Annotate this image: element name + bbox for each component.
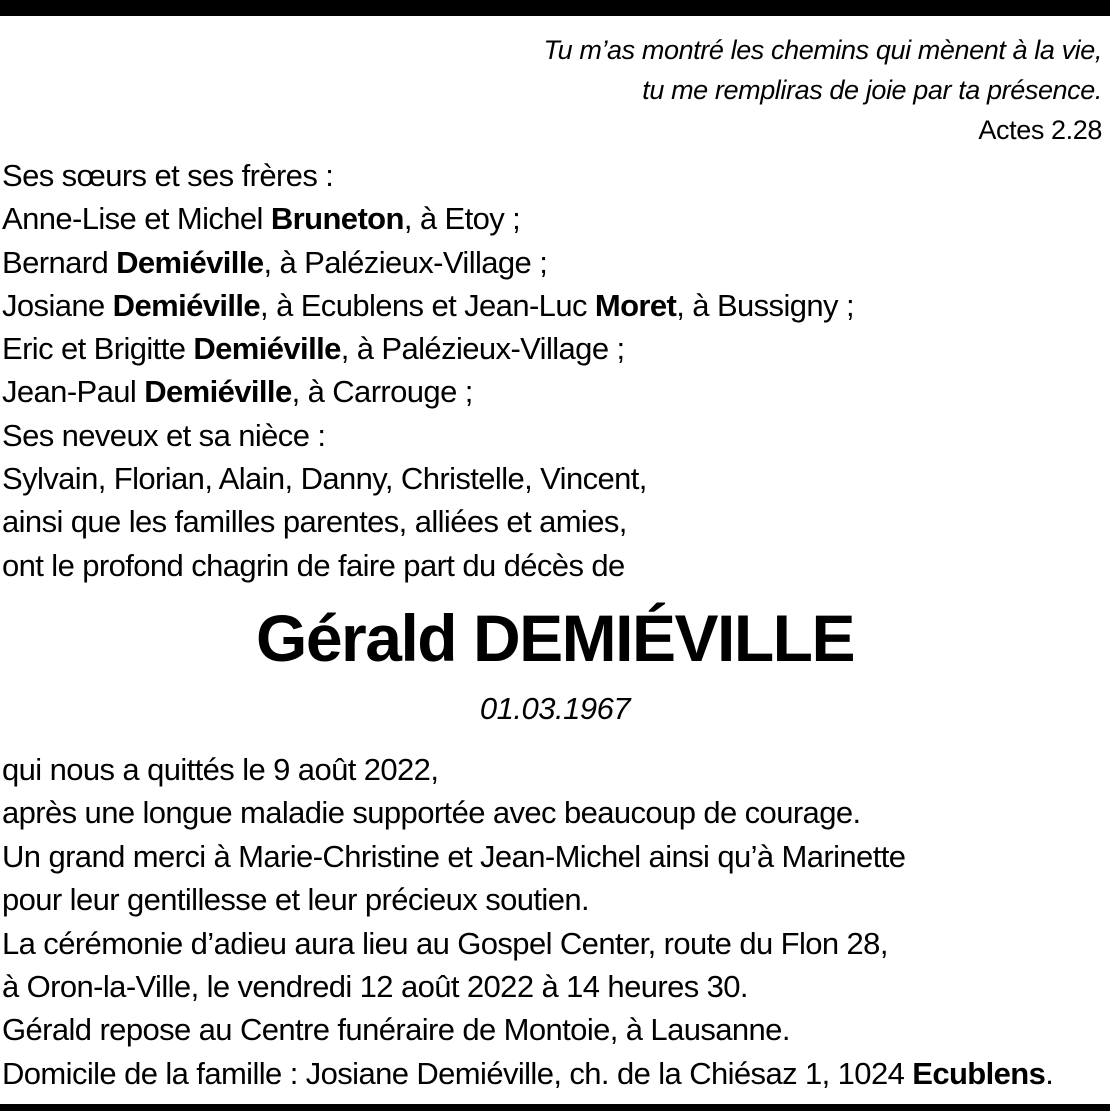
families-line: ainsi que les familles parentes, alliées et amies, xyxy=(2,504,627,540)
sibling-4-place: , à Palézieux-Village ; xyxy=(340,331,625,367)
sibling-5-first: Jean-Paul xyxy=(2,374,145,410)
sibling-2-place: , à Palézieux-Village ; xyxy=(263,244,548,280)
details-line-3: Un grand merci à Marie-Christine et Jean-Michel ainsi qu’à Marinette xyxy=(2,838,906,874)
siblings-heading: Ses sœurs et ses frères : xyxy=(2,158,334,193)
sibling-entry-4 xyxy=(2,327,854,370)
family-list xyxy=(2,154,854,587)
sibling-2-first: Bernard xyxy=(2,244,117,280)
details-line-4: pour leur gentillesse et leur précieux soutien. xyxy=(2,882,589,918)
sibling-entry-2 xyxy=(2,241,854,284)
family-address-suffix: . xyxy=(1045,1055,1054,1091)
sibling-3-middle: , à Ecublens et Jean-Luc xyxy=(260,287,595,323)
sibling-1-place: , à Etoy ; xyxy=(403,201,521,237)
top-border-rule xyxy=(0,0,1110,16)
announcement-line: ont le profond chagrin de faire part du décès de xyxy=(2,547,625,583)
sibling-entry-3 xyxy=(2,284,854,327)
details-line-6: à Oron-la-Ville, le vendredi 12 août 2022 à 14 heures 30. xyxy=(2,969,748,1005)
details-line-1: qui nous a quittés le 9 août 2022, xyxy=(2,752,439,787)
sibling-5-place: , à Carrouge ; xyxy=(291,374,473,410)
sibling-3-place: , à Bussigny ; xyxy=(676,287,854,323)
sibling-4-surname: Demiéville xyxy=(193,331,341,367)
sibling-3-surname-2: Moret xyxy=(594,287,677,323)
sibling-entry-5 xyxy=(2,370,854,413)
bottom-border-rule xyxy=(0,1104,1110,1111)
sibling-5-surname: Demiéville xyxy=(144,374,292,410)
sibling-3-surname: Demiéville xyxy=(112,287,261,323)
family-address-town: Ecublens xyxy=(912,1055,1046,1091)
sibling-1-first: Anne-Lise et Michel xyxy=(2,201,271,237)
deceased-name: Gérald DEMIÉVILLE xyxy=(256,601,854,675)
details-line-7: Gérald repose au Centre funéraire de Montoie, à Lausanne. xyxy=(2,1012,790,1048)
obituary-details xyxy=(2,748,1053,1095)
family-address-prefix: Domicile de la famille : Josiane Demiéville, ch. de la Chiésaz 1, 1024 xyxy=(2,1055,913,1091)
verse-reference: Actes 2.28 xyxy=(978,115,1102,145)
bible-verse xyxy=(544,30,1102,150)
sibling-2-surname: Demiéville xyxy=(116,244,264,280)
details-line-2: après une longue maladie supportée avec beaucoup de courage. xyxy=(2,795,861,831)
sibling-3-first: Josiane xyxy=(2,287,113,323)
birth-date: 01.03.1967 xyxy=(479,691,631,726)
sibling-entry-1 xyxy=(2,197,854,240)
sibling-1-surname: Bruneton xyxy=(270,201,404,237)
family-address xyxy=(2,1052,1053,1095)
sibling-4-first: Eric et Brigitte xyxy=(2,331,194,367)
nephews-names: Sylvain, Florian, Alain, Danny, Christelle, Vincent, xyxy=(2,461,647,497)
nephews-heading: Ses neveux et sa nièce : xyxy=(2,417,326,453)
verse-line-1: Tu m’as montré les chemins qui mènent à la vie, xyxy=(543,35,1102,65)
details-line-5: La cérémonie d’adieu aura lieu au Gospel Center, route du Flon 28, xyxy=(2,925,888,961)
verse-line-2: tu me rempliras de joie par ta présence. xyxy=(642,75,1102,105)
